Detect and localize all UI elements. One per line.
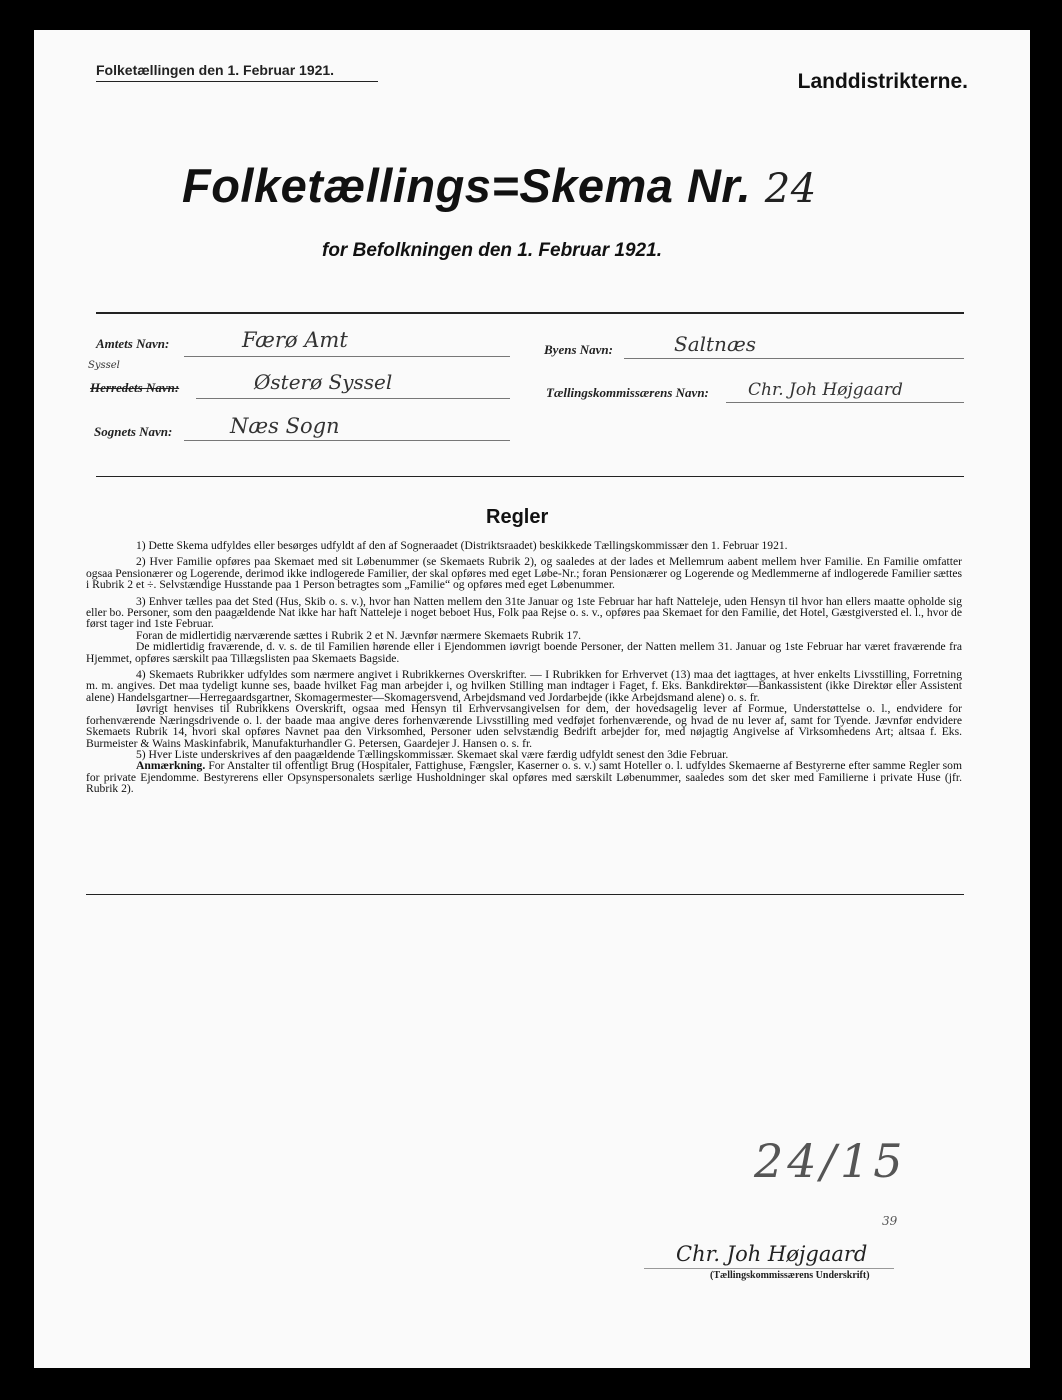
amt-line <box>184 356 510 357</box>
rule-1: 1) Dette Skema udfyldes eller besørges udfyldt af den af Sogneraadet (Distriktsraadet) beskikkede Tællingskommissær den 1. Februar 1921. <box>136 539 788 552</box>
rule-4b: Iøvrigt henvises til Rubrikkens Overskrift, ogsaa med Hensyn til Erhvervsangivelsen for dem, der hovedsagelig lever af Formue, Understøttelse o. l., endvidere for forhenværende Næringsdrivende o. l. der baade maa angive deres forhenværende Livsstilling med vedføjet forhenværende, og hvad de nu lever af, samt for Tyende. Jævnfør endvidere Skemaets Rubrik 14, hvori skal opføres Navnet paa den Virksomhed, Personer uden selvstændig Bedrift arbejder for, med nøjagtig Angivelse af Virksomhedens Art; altsaa f. Eks. Burmeister & Wains Maskinfabrik, Manufakturhandler G. Petersen, Gaardejer J. Hansen o. s. fr. <box>86 702 962 750</box>
byen-line <box>624 358 964 359</box>
form-title-text: Folketællings=Skema Nr. <box>182 159 752 212</box>
amt-label: Amtets Navn: <box>96 336 170 351</box>
rule-3b: Foran de midlertidig nærværende sættes i Rubrik 2 et N. Jævnfør nærmere Skemaets Rubrik 17. <box>136 628 582 642</box>
form-subtitle: for Befolkningen den 1. Februar 1921. <box>322 240 662 261</box>
signature-line <box>644 1268 894 1269</box>
rules-heading: Regler <box>486 506 549 528</box>
form-number: 24 <box>764 166 817 212</box>
rule-2: 2) Hver Familie opføres paa Skemaet med sit Løbenummer (se Skemaets Rubrik 2), og saaledes at der lades et Mellemrum aabent mellem hver Familie. En Familie omfatter ogsaa Pensionærer og Logerende, derimod ikke indlogerede Familier, der skal opføres med eget Løbe-Nr.; foran Pensionærer og Logerende og Medlemmerne af indlogerede Familier sættes i Rubrik 2 et ÷. Selvstændige Husstande paa 1 Person betragtes som „Familie“ og opføres med eget Løbenummer. <box>86 555 962 592</box>
herred-value: Østerø Syssel <box>254 370 393 394</box>
rules-text <box>86 540 962 800</box>
sogn-value: Næs Sogn <box>230 414 340 438</box>
herred-line <box>196 398 510 399</box>
census-form-page <box>34 30 1030 1368</box>
form-title <box>182 158 817 213</box>
note-text: For Anstalter til offentligt Brug (Hospitaler, Fattighuse, Fængsler, Kaserner o. s. v.) samt Hoteller o. l. udfyldes Skemaerne af Bestyrerne efter samme Regler som for private Ejendomme. Bestyrerens eller Opsynspersonalets særlige Husholdninger skal opføres med særskilt Løbenummer, saaledes som det sker med Familierne i private Huse (jfr. Rubrik 2). <box>86 759 963 796</box>
signature-name: Chr. Joh Højgaard <box>676 1242 868 1266</box>
rule-5: 5) Hver Liste underskrives af den paagældende Tællingskommissær. Skemaet skal være færdig udfyldt senest den 3die Februar. <box>136 747 729 761</box>
herred-correction: Syssel <box>88 360 120 371</box>
rule-top <box>96 312 964 314</box>
rule-note <box>86 760 962 794</box>
archive-number: 24/15 <box>754 1134 907 1188</box>
page-number: 39 <box>882 1214 898 1228</box>
byen-value: Saltnæs <box>674 332 757 356</box>
sogn-label: Sognets Navn: <box>94 424 173 439</box>
sogn-line <box>184 440 510 441</box>
rule-bottom <box>86 894 964 895</box>
rule-3: 3) Enhver tælles paa det Sted (Hus, Skib o. s. v.), hvor han Natten mellem den 31te Januar og 1ste Februar har haft Natteleje, uden Hensyn til hvor han ellers maatte opholde sig eller bo. Personer, som den paagældende Nat ikke har haft Natteleje i noget beboet Hus, Folk paa Rejse o. s. v., opføres paa Skemaet for den Familie, det Hotel, Gæstgiversted el. l., hvor de først tager ind 1ste Februar. <box>86 594 962 631</box>
kommissaer-label: Tællingskommissærens Navn: <box>546 385 709 400</box>
header-left-underline <box>96 81 378 82</box>
kommissaer-line <box>726 402 964 403</box>
rule-mid <box>96 476 964 477</box>
byen-label: Byens Navn: <box>544 342 613 357</box>
signature-caption: (Tællingskommissærens Underskrift) <box>710 1270 870 1281</box>
header-left: Folketællingen den 1. Februar 1921. <box>96 62 335 78</box>
kommissaer-value: Chr. Joh Højgaard <box>748 380 903 400</box>
rule-3c: De midlertidig fraværende, d. v. s. de til Familien hørende eller i Ejendommen iøvrigt boende Personer, der Natten mellem 31. Januar og 1ste Februar har været fraværende fra Hjemmet, opføres særskilt paa Tillægslisten paa Skemaets Bagside. <box>86 640 962 665</box>
header-right: Landdistrikterne. <box>797 70 968 93</box>
note-label: Anmærkning. <box>136 759 206 773</box>
amt-value: Færø Amt <box>242 328 348 352</box>
herred-label: Herredets Navn: <box>90 380 180 395</box>
rule-4: 4) Skemaets Rubrikker udfyldes som nærmere angivet i Rubrikkernes Overskrifter. — I Rubrikken for Erhvervet (13) maa det iagttages, at hver enkelts Livsstilling, Forretning m. m. angives. Det maa tydeligt kunne ses, baade hvilket Fag man arbejder i, og hvilken Stilling man indtager i Faget, f. Eks. Bankdirektør—Bankassistent (ikke Direktør eller Assistent alene) Handelsgartner—Herregaardsgartner, Skomagermester—Skomagersvend, Arbejdsmand ved Jordarbejde (ikke Arbejdsmand alene) o. s. fr. <box>86 668 962 704</box>
